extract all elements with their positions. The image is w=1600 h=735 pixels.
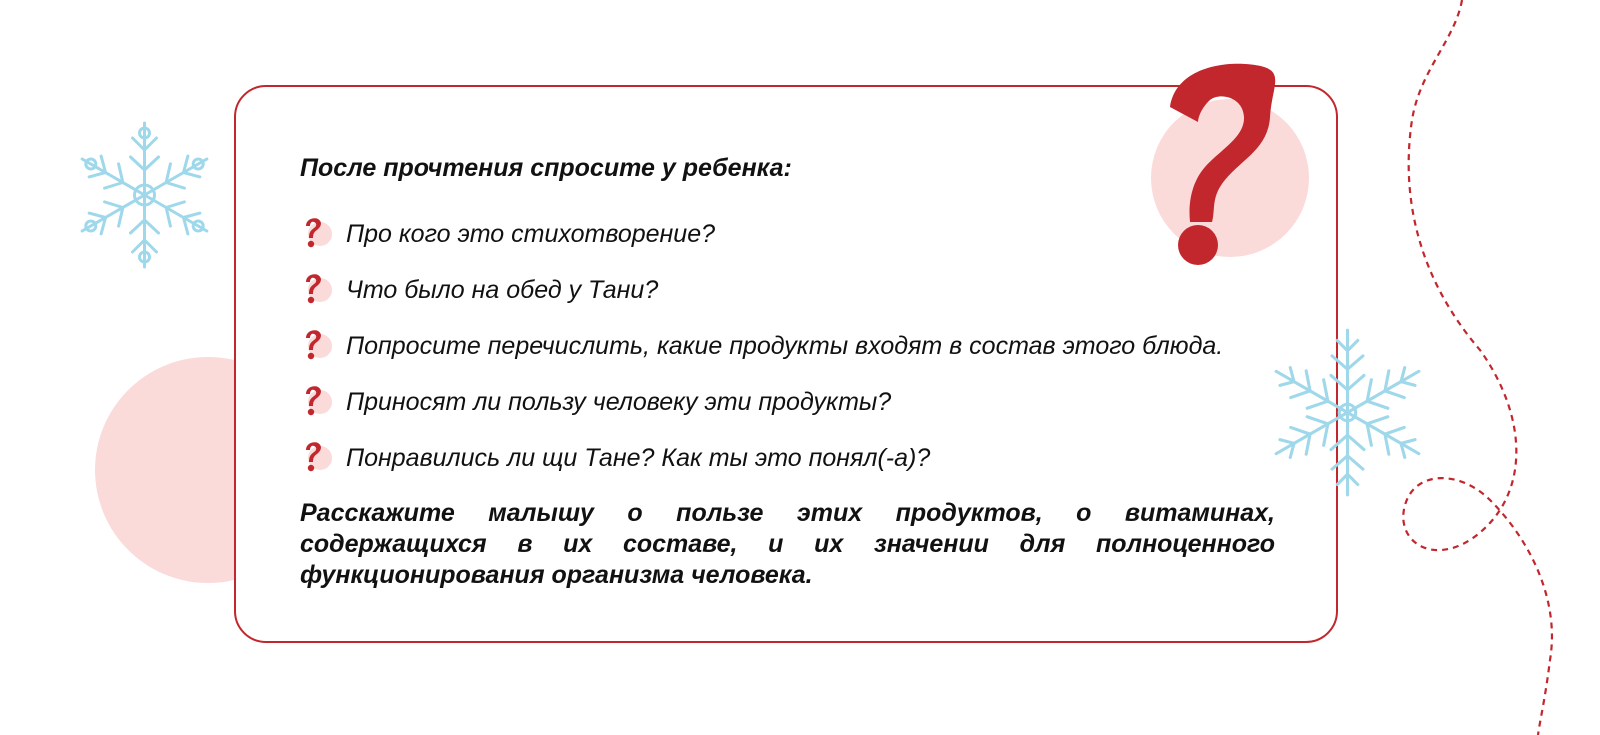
question-text: Что было на обед у Тани? [346, 276, 659, 304]
question-mark-icon [300, 440, 332, 476]
list-item [300, 318, 1298, 374]
list-item [300, 430, 1298, 486]
snowflake-icon [62, 115, 227, 275]
list-item [300, 206, 1298, 262]
card-content [300, 150, 1298, 591]
question-mark-icon [300, 328, 332, 364]
question-mark-icon [300, 272, 332, 308]
list-item [300, 262, 1298, 318]
question-text: Понравились ли щи Тане? Как ты это понял(-а)? [346, 444, 931, 472]
card-heading: После прочтения спросите у ребенка: [300, 154, 792, 182]
parent-note: Расскажите малышу о пользе этих продуктов, о витаминах, содержащихся в их составе, и их значении для полноценного функционирования организма человека. [300, 499, 1275, 589]
question-text: Приносят ли пользу человеку эти продукты? [346, 388, 892, 416]
question-mark-icon [300, 216, 332, 252]
question-list [300, 206, 1298, 486]
question-mark-icon [300, 384, 332, 420]
question-text: Попросите перечислить, какие продукты входят в состав этого блюда. [346, 332, 1224, 360]
list-item [300, 374, 1298, 430]
question-text: Про кого это стихотворение? [346, 220, 716, 248]
